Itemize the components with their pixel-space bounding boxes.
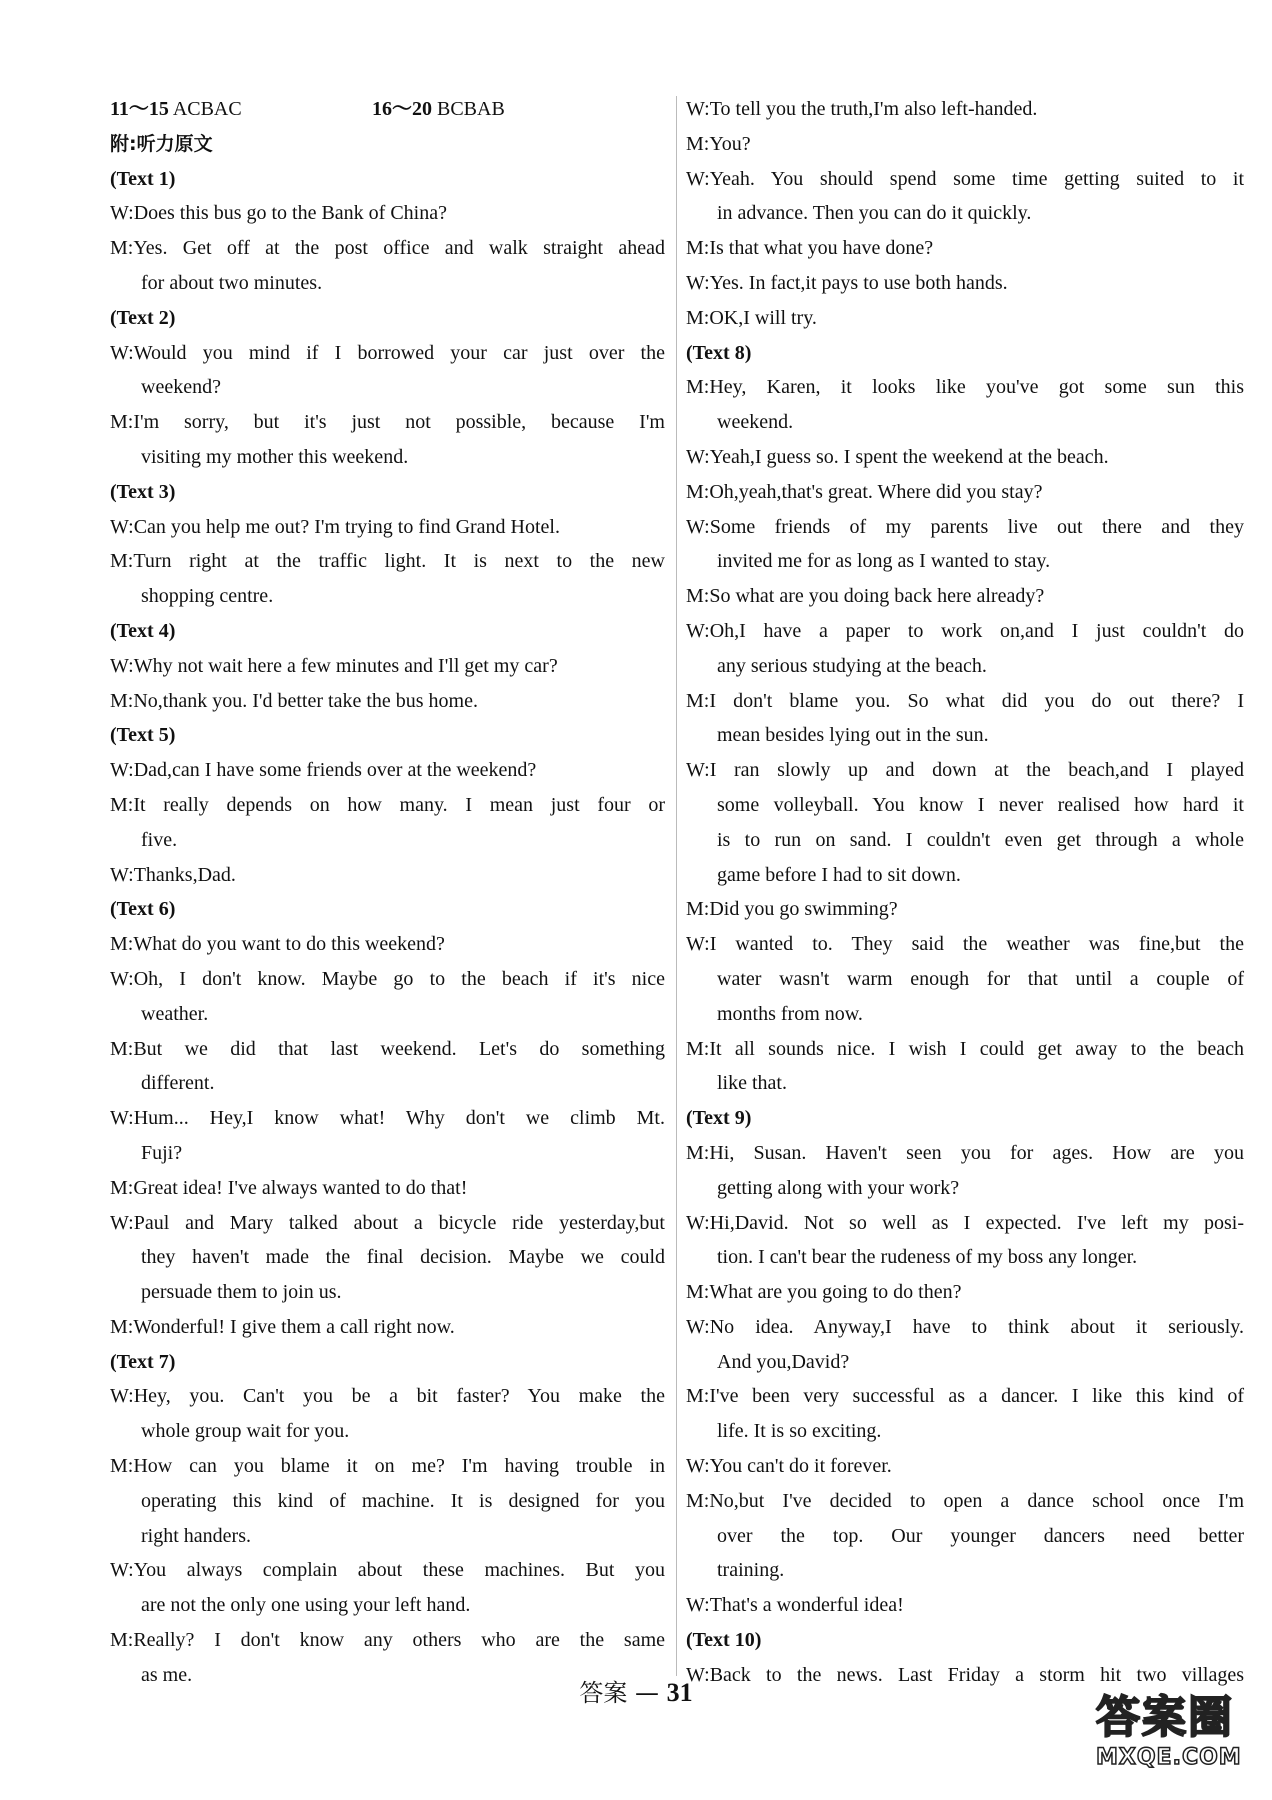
transcript-line: as me.	[141, 1663, 193, 1686]
watermark-logo: 答案圈	[1096, 1692, 1234, 1743]
transcript-line: W:Can you help me out? I'm trying to find Grand Hotel.	[110, 515, 560, 538]
column-divider	[676, 96, 677, 1676]
page-footer	[0, 1673, 1272, 1708]
transcript-line: M:How can you blame it on me? I'm having trouble in	[110, 1455, 665, 1478]
transcript-line: W:I ran slowly up and down at the beach,and I played	[686, 759, 1244, 782]
transcript-line: getting along with your work?	[717, 1176, 960, 1199]
answer-group-2	[372, 92, 634, 127]
transcript-line: M:Hey, Karen, it looks like you've got some sun this	[686, 376, 1244, 399]
transcript-line: W:Hi,David. Not so well as I expected. I've left my posi-	[686, 1211, 1244, 1234]
answer-group-1	[110, 92, 372, 127]
transcript-line: shopping centre.	[141, 585, 274, 608]
answer-range: 11～15	[110, 98, 169, 120]
transcript-line: over the top. Our younger dancers need better	[717, 1524, 1244, 1547]
transcript-line: five.	[141, 828, 178, 851]
transcript-line: M:Really? I don't know any others who are the same	[110, 1629, 665, 1652]
transcript-line: W:Hey, you. Can't you be a bit faster? You make the	[110, 1385, 665, 1408]
transcript-line: for about two minutes.	[141, 271, 323, 294]
right-transcript	[686, 92, 1244, 1693]
transcript-line: M:No,thank you. I'd better take the bus home.	[110, 689, 478, 712]
left-column	[110, 92, 665, 1693]
footer-dash: —	[635, 1679, 659, 1707]
transcript-line: W:Dad,can I have some friends over at the weekend?	[110, 759, 537, 782]
transcript-line: M:I'm sorry, but it's just not possible, because I'm	[110, 411, 665, 434]
transcript-line: M:Oh,yeah,that's great. Where did you stay?	[686, 480, 1043, 503]
transcript-line: some volleyball. You know I never realised how hard it	[717, 793, 1244, 816]
transcript-line: M:Did you go swimming?	[686, 898, 898, 921]
transcript-line: W:Paul and Mary talked about a bicycle ride yesterday,but	[110, 1211, 665, 1234]
text-label: (Text 10)	[686, 1629, 762, 1652]
transcript-line: any serious studying at the beach.	[717, 654, 987, 677]
transcript-line: water wasn't warm enough for that until a couple of	[717, 967, 1244, 990]
transcript-line: W:That's a wonderful idea!	[686, 1594, 904, 1617]
text-label: (Text 4)	[110, 619, 176, 642]
answer-key-row	[110, 92, 665, 127]
transcript-line: W:To tell you the truth,I'm also left-handed.	[686, 98, 1038, 120]
transcript-line: M:Hi, Susan. Haven't seen you for ages. How are you	[686, 1141, 1244, 1164]
text-label: (Text 8)	[686, 341, 752, 364]
transcript-line: invited me for as long as I wanted to stay.	[717, 550, 1051, 573]
transcript-line: W:Back to the news. Last Friday a storm hit two villages	[686, 1663, 1244, 1686]
watermark	[1096, 1692, 1264, 1792]
page-number: 31	[666, 1678, 693, 1707]
text-label: (Text 1)	[110, 167, 176, 190]
transcript-line: M:No,but I've decided to open a dance school once I'm	[686, 1489, 1244, 1512]
transcript-line: M:So what are you doing back here already?	[686, 585, 1045, 608]
transcript-line: weekend?	[141, 376, 221, 399]
transcript-line: W:Oh, I don't know. Maybe go to the beach if it's nice	[110, 967, 665, 990]
transcript-line: W:Does this bus go to the Bank of China?	[110, 202, 447, 225]
transcript-line: And you,David?	[717, 1350, 850, 1373]
transcript-line: months from now.	[717, 1002, 863, 1025]
transcript-line: M:It really depends on how many. I mean just four or	[110, 793, 665, 816]
transcript-line: M:Great idea! I've always wanted to do that!	[110, 1176, 468, 1199]
transcript-line: W:Yes. In fact,it pays to use both hands.	[686, 271, 1008, 294]
transcript-line: M:I don't blame you. So what did you do out there? I	[686, 689, 1244, 712]
transcript-line: W:Yeah. You should spend some time getting suited to it	[686, 167, 1244, 190]
transcript-line: are not the only one using your left hand.	[141, 1594, 471, 1617]
transcript-line: like that.	[717, 1072, 787, 1095]
transcript-line: operating this kind of machine. It is designed for you	[141, 1489, 665, 1512]
transcript-line: M:OK,I will try.	[686, 306, 817, 329]
transcript-line: M:You?	[686, 132, 751, 155]
text-label: (Text 7)	[110, 1350, 176, 1373]
text-label: (Text 5)	[110, 724, 176, 747]
transcript-line: tion. I can't bear the rudeness of my boss any longer.	[717, 1246, 1138, 1269]
transcript-line: M:Is that what you have done?	[686, 237, 934, 260]
transcript-line: M:What do you want to do this weekend?	[110, 933, 445, 956]
transcript-line: weekend.	[717, 411, 794, 434]
transcript-line: game before I had to sit down.	[717, 863, 961, 886]
transcript-line: weather.	[141, 1002, 209, 1025]
transcript-line: in advance. Then you can do it quickly.	[717, 202, 1032, 225]
text-label: (Text 6)	[110, 898, 176, 921]
transcript-line: W:You always complain about these machines. But you	[110, 1559, 665, 1582]
transcript-line: training.	[717, 1559, 785, 1582]
transcript-line: mean besides lying out in the sun.	[717, 724, 989, 747]
right-column	[686, 92, 1244, 1693]
transcript-line: M:What are you going to do then?	[686, 1281, 962, 1304]
transcript-line: is to run on sand. I couldn't even get through a whole	[717, 828, 1244, 851]
text-label: (Text 2)	[110, 306, 176, 329]
transcript-line: W:I wanted to. They said the weather was fine,but the	[686, 933, 1244, 956]
transcript-line: M:I've been very successful as a dancer. I like this kind of	[686, 1385, 1244, 1408]
transcript-line: W:No idea. Anyway,I have to think about it seriously.	[686, 1315, 1244, 1338]
transcript-line: different.	[141, 1072, 215, 1095]
transcript-line: visiting my mother this weekend.	[141, 445, 409, 468]
transcript-line: M:Wonderful! I give them a call right now.	[110, 1315, 455, 1338]
transcript-line: persuade them to join us.	[141, 1281, 342, 1304]
transcript-line: whole group wait for you.	[141, 1420, 350, 1443]
transcript-line: life. It is so exciting.	[717, 1420, 882, 1443]
transcript-line: W:Hum... Hey,I know what! Why don't we climb Mt.	[110, 1107, 665, 1130]
transcript-line: W:Why not wait here a few minutes and I'll get my car?	[110, 654, 558, 677]
transcript-line: right handers.	[141, 1524, 251, 1547]
transcript-line: W:Yeah,I guess so. I spent the weekend at the beach.	[686, 445, 1109, 468]
section-heading: 附:听力原文	[110, 132, 213, 155]
transcript-line: Fuji?	[141, 1141, 183, 1164]
transcript-line: W:Oh,I have a paper to work on,and I just couldn't do	[686, 619, 1244, 642]
answer-range: 16～20	[372, 98, 432, 120]
transcript-line: W:Would you mind if I borrowed your car just over the	[110, 341, 665, 364]
transcript-line: M:It all sounds nice. I wish I could get away to the beach	[686, 1037, 1244, 1060]
answer-letters: BCBAB	[437, 98, 505, 120]
text-label: (Text 9)	[686, 1107, 752, 1130]
transcript-line: M:But we did that last weekend. Let's do something	[110, 1037, 665, 1060]
transcript-line: W:Thanks,Dad.	[110, 863, 236, 886]
answer-letters: ACBAC	[172, 98, 242, 120]
transcript-line: M:Turn right at the traffic light. It is next to the new	[110, 550, 665, 573]
text-label: (Text 3)	[110, 480, 176, 503]
footer-label: 答案	[579, 1679, 628, 1707]
transcript-line: W:You can't do it forever.	[686, 1455, 892, 1478]
transcript-line: they haven't made the final decision. Maybe we could	[141, 1246, 665, 1269]
transcript-line: W:Some friends of my parents live out there and they	[686, 515, 1244, 538]
left-transcript	[110, 162, 665, 1693]
transcript-line: M:Yes. Get off at the post office and walk straight ahead	[110, 237, 665, 260]
watermark-url: MXQE.COM	[1096, 1745, 1242, 1770]
